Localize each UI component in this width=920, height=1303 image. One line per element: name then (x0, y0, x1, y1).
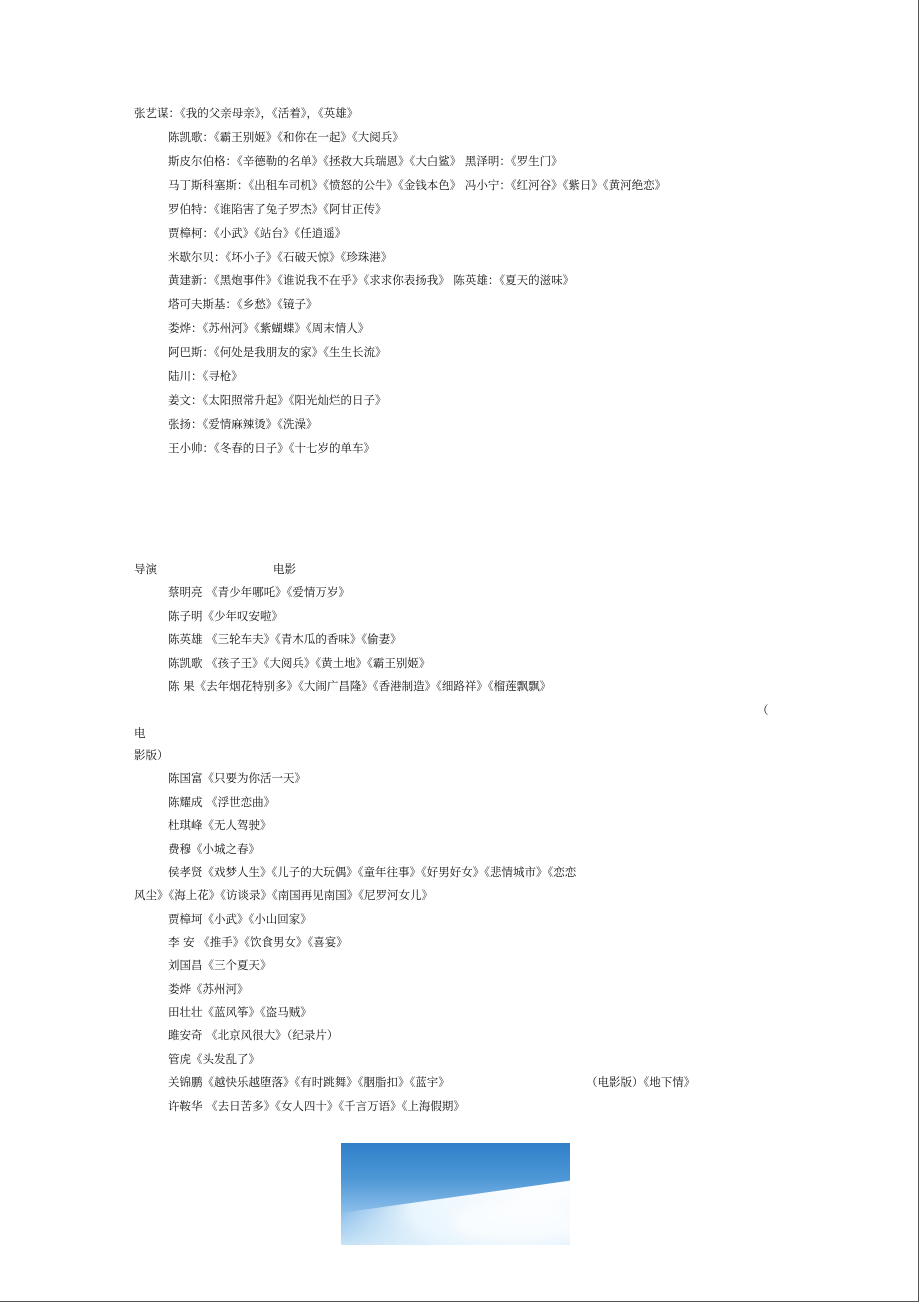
director-line: 陈 果《去年烟花特别多》《大闹广昌隆》《香港制造》《细路祥》《榴莲飘飘》 (168, 679, 552, 693)
director-line: 田壮壮《蓝风筝》《盗马贼》 (168, 1005, 312, 1019)
wrap-text: 影版） (134, 748, 169, 762)
director-line: 许鞍华 《去日苦多》《女人四十》《千言万语》《上海假期》 (168, 1099, 465, 1113)
director-line: 陈英雄 《三轮车夫》《青木瓜的香味》《偷妻》 (168, 632, 402, 646)
paren-open: （ (757, 703, 769, 717)
director-line: 黄建新：《黑炮事件》《谁说我不在乎》《求求你表扬我》 陈英雄：《夏天的滋味》 (168, 273, 575, 287)
director-line: 王小帅：《冬春的日子》《十七岁的单车》 (168, 441, 375, 455)
wrap-text: 电 (134, 726, 146, 740)
director-line: 马丁斯科塞斯：《出租车司机》《愤怒的公牛》《金钱本色》 冯小宁：《红河谷》《紫日》《黄河绝恋》 (168, 178, 667, 192)
director-line-continuation: （电影版）《地下情》 (586, 1075, 696, 1089)
director-line: 贾樟柯：《小武》《站台》《任逍遥》 (168, 226, 347, 240)
wrap-text: 风尘》《海上花》《访谈录》《南国再见南国》《尼罗河女儿》 (134, 888, 433, 902)
director-line: 贾樟坷《小武》《小山回家》 (168, 912, 312, 926)
director-line: 娄烨：《苏州河》《紫蝴蝶》《周末情人》 (168, 321, 370, 335)
header-director: 导演 (134, 562, 157, 576)
director-line: 罗伯特：《谁陷害了兔子罗杰》《阿甘正传》 (168, 202, 387, 216)
director-line: 斯皮尔伯格：《辛德勒的名单》《拯救大兵瑞恩》《大白鲨》 黑泽明：《罗生门》 (168, 154, 563, 168)
director-line: 阿巴斯：《何处是我朋友的家》《生生长流》 (168, 345, 387, 359)
director-line: 陈国富《只要为你活一天》 (168, 771, 306, 785)
director-line: 侯孝贤《戏梦人生》《儿子的大玩偶》《童年往事》《好男好女》《悲情城市》《恋恋 (168, 865, 577, 879)
director-line: 娄烨《苏州河》 (168, 982, 249, 996)
director-line: 杜琪峰《无人驾驶》 (168, 818, 272, 832)
director-line: 米歇尔贝：《坏小子》《石破天惊》《珍珠港》 (168, 250, 393, 264)
director-line: 陈耀成 《浮世恋曲》 (168, 795, 276, 809)
director-line: 张扬：《爱情麻辣烫》《洗澡》 (168, 417, 318, 431)
director-line: 刘国昌《三个夏天》 (168, 958, 272, 972)
director-line: 管虎《头发乱了》 (168, 1052, 260, 1066)
director-line: 关锦鹏《越快乐越堕落》《有时跳舞》《胭脂扣》《蓝宇》 (168, 1075, 450, 1089)
header-film: 电影 (273, 562, 296, 576)
director-line: 雎安奇 《北京风很大》（纪录片） (168, 1028, 339, 1042)
director-line: 姜文：《太阳照常升起》《阳光灿烂的日子》 (168, 393, 387, 407)
section1-first-line: 张艺谋：《我的父亲母亲》，《活着》，《英雄》 (134, 106, 359, 120)
director-line: 陈凯歌 《孩子王》《大阅兵》《黄土地》《霸王别姬》 (168, 656, 431, 670)
sky-photo (341, 1143, 570, 1245)
director-line: 李 安 《推手》《饮食男女》《喜宴》 (168, 935, 348, 949)
director-line: 陆川：《寻枪》 (168, 369, 243, 383)
director-line: 陈子明《少年叹安啦》 (168, 609, 283, 623)
director-line: 塔可夫斯基：《乡愁》《镜子》 (168, 297, 318, 311)
director-line: 费穆《小城之春》 (168, 842, 260, 856)
director-line: 陈凯歌：《霸王别姬》《和你在一起》《大阅兵》 (168, 130, 404, 144)
director-line: 蔡明亮 《青少年哪吒》《爱情万岁》 (168, 585, 350, 599)
